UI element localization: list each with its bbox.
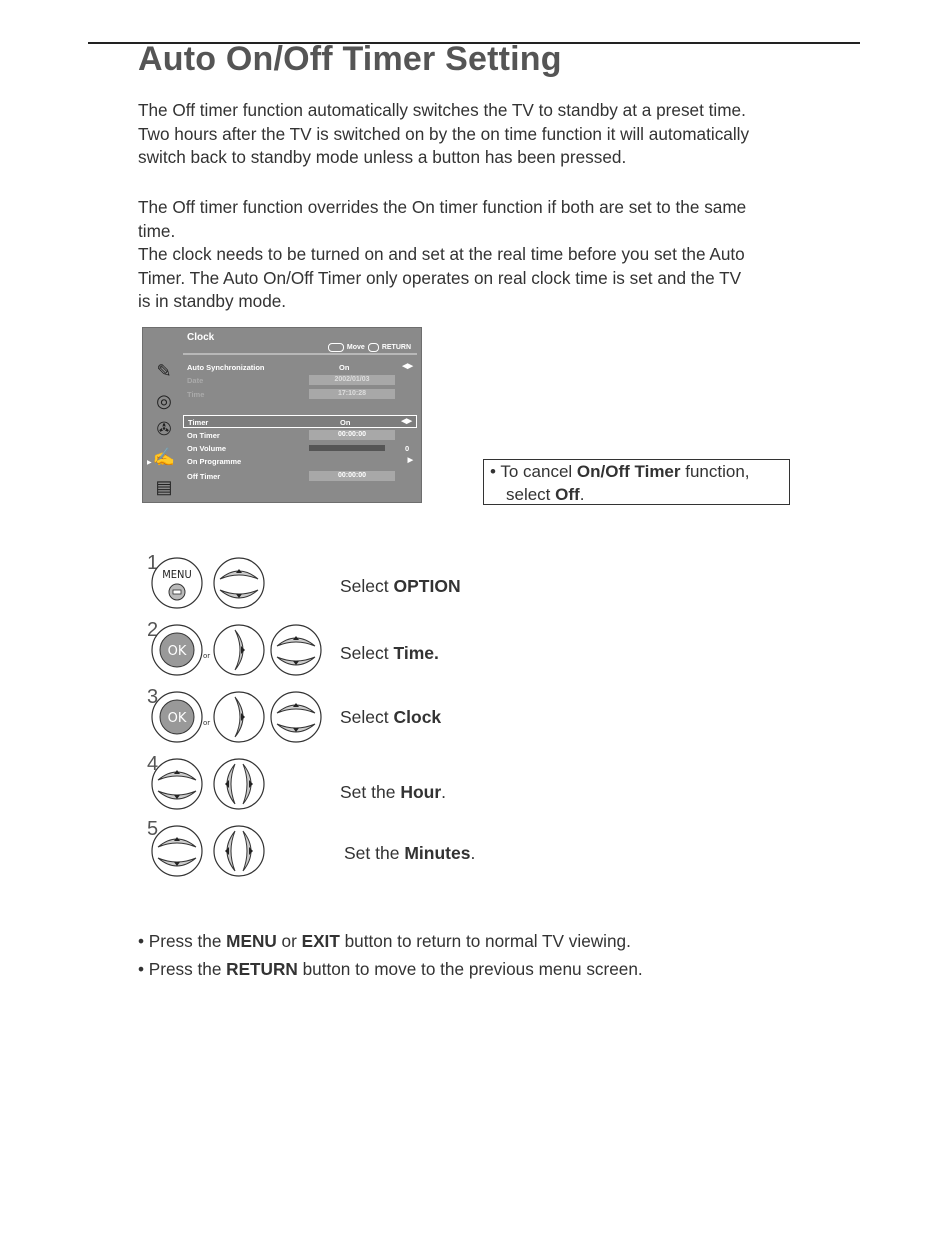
ok-button-icon[interactable]: [151, 624, 205, 678]
left-right-nav-button-icon[interactable]: [213, 825, 267, 879]
cancel-note-box: [483, 459, 790, 505]
menu-row-date: [183, 374, 417, 387]
right-arrow-icon: ▶: [407, 457, 413, 464]
bullet-text: • Press the: [138, 959, 227, 979]
row-value: On: [339, 363, 350, 372]
up-down-nav-button-icon[interactable]: [270, 691, 324, 745]
note-line-2: [490, 483, 789, 506]
step-number: 2: [147, 619, 159, 641]
lock-icon: ▤: [155, 477, 173, 497]
row-value: 00:00:00: [309, 471, 395, 481]
up-down-nav-button-icon[interactable]: [270, 624, 324, 678]
bullet-item: [138, 927, 643, 955]
step-text: .: [470, 843, 476, 863]
intro2-paragraph: [138, 196, 828, 314]
ok-label: OK: [167, 644, 187, 659]
note-text: select: [506, 485, 556, 504]
tv-menu-nav-hint: [328, 343, 411, 352]
bullet-bold: MENU: [226, 931, 277, 951]
intro2-line: Timer. The Auto On/Off Timer only operates on real clock time is set and the TV: [138, 267, 742, 288]
or-text: or: [203, 719, 211, 727]
tv-clock-menu: [142, 327, 422, 503]
step-bold: Time.: [393, 643, 439, 663]
right-nav-button-icon[interactable]: [213, 624, 267, 678]
or-text: or: [203, 652, 211, 660]
return-icon: [368, 343, 379, 352]
menu-row-on-timer[interactable]: [183, 429, 417, 442]
volume-bar: [309, 445, 385, 451]
menu-button-icon[interactable]: [151, 557, 205, 611]
row-label: Timer: [188, 418, 209, 427]
up-down-nav-button-icon[interactable]: [151, 758, 205, 812]
option-icon: ✍: [152, 447, 176, 467]
intro2-line: The clock needs to be turned on and set at the real time before you set the Auto: [138, 244, 745, 264]
bullet-text: or: [276, 931, 302, 951]
note-text: function,: [680, 462, 750, 481]
left-right-arrow-icon: ◀▶: [402, 363, 413, 370]
step-instruction: [344, 843, 475, 864]
step-instruction: [340, 643, 439, 664]
menu-row-time: [183, 388, 417, 401]
intro-line: Two hours after the TV is switched on by the on time function it will automatically: [138, 123, 750, 144]
note-text: .: [579, 485, 585, 504]
bullet-bold: EXIT: [301, 931, 340, 951]
bullet-text: button to move to the previous menu screen.: [297, 959, 643, 979]
step-instruction: [340, 782, 446, 803]
or-label: [203, 717, 213, 727]
bullet-bold: RETURN: [226, 959, 298, 979]
footer-bullets: [138, 927, 643, 983]
nav-move-label: Move: [346, 344, 365, 351]
tv-menu-rule: [183, 353, 417, 355]
step-bold: OPTION: [393, 576, 461, 596]
left-right-arrow-icon: ◀▶: [401, 418, 412, 425]
row-label: On Volume: [187, 444, 227, 453]
note-bold: On/Off Timer: [576, 462, 681, 481]
page-title: Auto On/Off Timer Setting: [138, 40, 562, 78]
intro-paragraph: [138, 99, 828, 170]
ok-button-icon[interactable]: [151, 691, 205, 745]
menu-button-label: MENU: [162, 568, 192, 581]
menu-row-off-timer[interactable]: [183, 470, 417, 483]
picture-icon: ✎: [156, 361, 172, 381]
step-instruction: [340, 707, 441, 728]
note-bold: Off: [555, 485, 580, 504]
row-label: On Timer: [187, 431, 220, 440]
bullet-text: • Press the: [138, 931, 227, 951]
intro-line: The Off timer function automatically switches the TV to standby at a preset time.: [138, 100, 746, 120]
step-text: Select: [340, 643, 394, 663]
row-value: 17:10:28: [309, 389, 395, 399]
row-label: Time: [187, 390, 205, 399]
row-label: On Programme: [187, 457, 242, 466]
or-label: [203, 650, 213, 660]
step-number: 3: [147, 686, 159, 708]
row-label: Auto Synchronization: [187, 363, 265, 372]
row-value: On: [340, 418, 351, 427]
bullet-text: button to return to normal TV viewing.: [339, 931, 631, 951]
step-number: 5: [147, 818, 159, 840]
step-text: Select: [340, 707, 394, 727]
step-text: .: [441, 782, 447, 802]
intro-line: switch back to standby mode unless a button has been pressed.: [138, 147, 627, 167]
menu-row-timer[interactable]: [183, 415, 417, 428]
bullet-item: [138, 955, 643, 983]
menu-row-on-programme[interactable]: [183, 455, 417, 468]
row-label: Date: [187, 376, 204, 385]
row-value: 0: [405, 444, 410, 453]
up-down-nav-button-icon[interactable]: [151, 825, 205, 879]
step-text: Set the: [340, 782, 401, 802]
note-text: • To cancel: [490, 462, 577, 481]
step-bold: Hour: [400, 782, 442, 802]
nav-return-label: RETURN: [381, 344, 411, 351]
row-value: 00:00:00: [309, 430, 395, 440]
menu-row-on-volume[interactable]: [183, 442, 417, 455]
step-text: Set the: [344, 843, 405, 863]
up-down-nav-button-icon[interactable]: [213, 557, 267, 611]
tv-menu-title: Clock: [187, 332, 215, 343]
step-bold: Clock: [393, 707, 442, 727]
move-icon: [328, 343, 344, 352]
left-right-nav-button-icon[interactable]: [213, 758, 267, 812]
step-number: 1: [147, 552, 159, 574]
intro2-line: time.: [138, 220, 176, 241]
intro2-line: The Off timer function overrides the On timer function if both are set to the same: [138, 197, 747, 217]
row-value: 2002/01/03: [309, 375, 395, 385]
note-line-1: [490, 460, 789, 483]
right-nav-button-icon[interactable]: [213, 691, 267, 745]
menu-cursor-icon: ▶: [147, 460, 152, 466]
menu-row-auto-sync[interactable]: [183, 361, 417, 374]
time-icon: ✇: [156, 419, 172, 439]
ok-label: OK: [167, 711, 187, 726]
row-label: Off Timer: [187, 472, 221, 481]
step-number: 4: [147, 753, 159, 775]
step-text: Select: [340, 576, 394, 596]
audio-icon: ◎: [156, 391, 172, 411]
step-instruction: [340, 576, 461, 597]
intro2-line: is in standby mode.: [138, 291, 287, 311]
step-bold: Minutes: [404, 843, 471, 863]
